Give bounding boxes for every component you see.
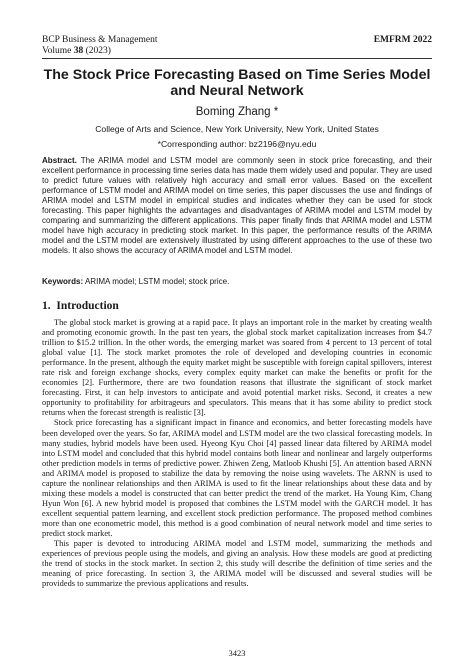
paragraph: The global stock market is growing at a rapid pace. It plays an important role in the market by creating wealth and promoting economic growth. In the past ten years, the global stock market capitalization increases from $4.7 trillion to $15.2 trillion. In the other words, the emerging market was soared from 4 percent to 13 percent of total global value [1]. The stock market promotes the role of developed and developing countries in economic performance. In the present, although the equity market might be susceptible with foreign capital spillovers, interest rate risk and foreign exchange shocks, every complex equity market can make the benefits or profit for the economies [2]. Furthermore, there are two foundation reasons that illustrate the significant of stock market forecasting. First, it can help investors to anticipate and avoid potential market risks. Second, it creates a new opportunity to profitability for arbitrageurs and speculators. This means that it has some ability to predict stock returns when the forecast strength is realistic [3].: [42, 318, 432, 418]
running-header-left: [42, 35, 158, 57]
volume-label: Volume: [42, 46, 72, 56]
paragraph: Stock price forecasting has a significant impact in finance and economics, and better forecasting models have been developed over the years. So far, ARIMA model and LSTM model are the two classical forecasting models. In many studies, hybrid models have been used. Hyeong Kyu Choi [4] passed linear data filtered by ARIMA model into LSTM model and concluded that this hybrid model contains both linear and nonlinear and largely outperforms other prediction models in terms of predictive power. Zhiwen Zeng, Matloob Khushi [5]. An attention based ARNN and ARIMA model is proposed to stabilize the data by removing the noise using wavelets. The ARNN is used to capture the nonlinear relationships and then ARIMA is used to fit the linear relationships about these data and by mixing these models a model is constructed that can better predict the trend of the market. Ha Young Kim, Chang Hyun Won [6]. A new hybrid model is proposed that combines the LSTM model with the GARCH model. It has excellent sequential pattern learning, and excellent stock prediction performance. The proposed method combines more than one econometric model, this method is a good combination of neural network model and time series to predict stock market.: [42, 418, 432, 538]
journal-name: BCP Business & Management: [42, 35, 158, 45]
keywords: [42, 277, 432, 287]
author-name: Boming Zhang *: [195, 106, 279, 118]
author-affiliation: College of Arts and Science, New York University, New York, United States: [95, 124, 379, 134]
volume-number: 38: [73, 46, 84, 56]
volume-line: [42, 46, 158, 57]
paper-title: The Stock Price Forecasting Based on Time Series Model and Neural Network: [43, 67, 431, 99]
conference-name: EMFRM 2022: [373, 35, 432, 45]
body-text: [42, 318, 432, 589]
abstract-label: Abstract.: [42, 156, 77, 165]
keywords-text: ARIMA model; LSTM model; stock price.: [84, 277, 230, 286]
abstract-text: The ARIMA model and LSTM model are commonly seen in stock price forecasting, and their excellent performance in processing time series data has made them widely used and popular. They are used to predict future values with relatively high accuracy and small error values. Based on the excellent performance of LSTM model and ARIMA model on time series, this paper discusses the use and findings of ARIMA model and LSTM model in empirical studies and indicates whether they can be used for stock forecasting. This paper highlights the advantages and disadvantages of ARIMA model and LSTM model by comparing and summarizing the different applications. This paper finally finds that ARIMA model and LSTM model have high accuracy in predicting stock market. In this paper, the performance results of the ARIMA model and the LSTM model are extensively illustrated by using different approaches to the use of these two models. It also shows the accuracy of ARIMA model and LSTM model.: [42, 156, 432, 256]
abstract: [42, 156, 432, 256]
paragraph: This paper is devoted to introducing ARIMA model and LSTM model, summarizing the methods and experiences of previous people using the models, and giving an analysis. How these models are good at predicting the trend of stocks in the stock market. In section 2, this study will describe the definition of time series and the meaning of price forecasting. In section 3, the ARIMA model will be discussed and several studies will be provideds to summarize the previous applications and results.: [42, 539, 432, 589]
keywords-label: Keywords:: [42, 277, 84, 286]
volume-year: (2023): [85, 46, 111, 56]
section-heading: [42, 300, 119, 313]
page-number: 3423: [228, 648, 246, 658]
header-rule: [42, 58, 432, 59]
section-title: Introduction: [56, 300, 119, 312]
corresponding-email: *Corresponding author: bz2196@nyu.edu: [157, 139, 317, 149]
section-number: 1.: [42, 300, 51, 312]
